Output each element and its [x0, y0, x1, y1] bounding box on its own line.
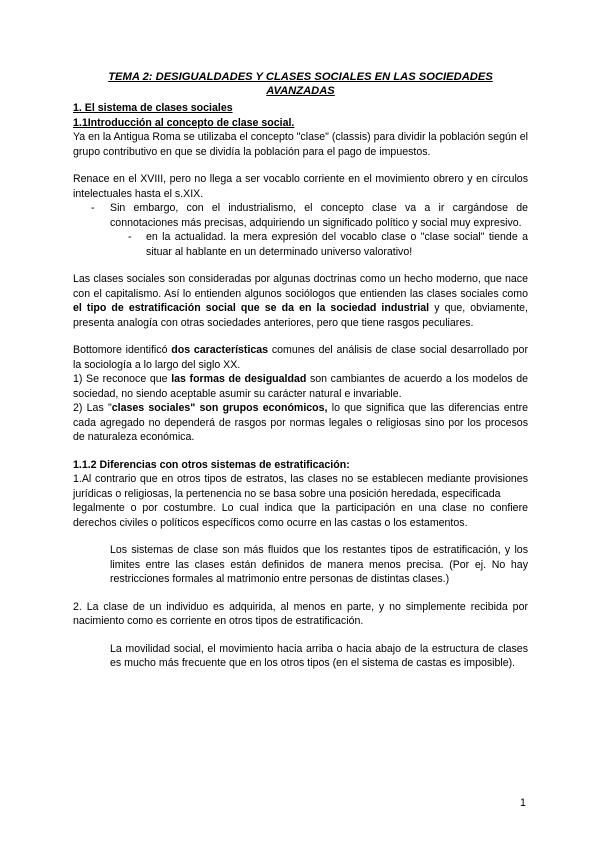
bullet-text: Sin embargo, con el industrialismo, el concepto clase va a ir cargándose de connotaciones más precisas, adquiriendo un significado político y social muy expresivo.	[110, 202, 528, 229]
nested-bullet-item	[73, 230, 528, 259]
paragraph-point-1	[73, 372, 528, 401]
paragraph-renace: Renace en el XVIII, pero no llega a ser vocablo corriente en el movimiento obrero y en círculos intelectuales hasta el s.XIX.	[73, 173, 528, 200]
bullet-text: en la actualidad. la mera expresión del vocablo clase o "clase social" tiende a situar al hablante en un determinado universo valorativo!	[146, 231, 528, 258]
paragraph-bottomore	[73, 343, 528, 372]
subsection-heading-differences: 1.1.2 Diferencias con otros sistemas de estratificación:	[73, 458, 350, 471]
document-page	[73, 70, 528, 671]
document-title: TEMA 2: DESIGUALDADES Y CLASES SOCIALES EN LAS SOCIEDADES AVANZADAS	[108, 71, 493, 97]
section-heading: 1. El sistema de clases sociales	[73, 102, 233, 114]
text-run: comunes del análisis de clase social desarrollado por la sociología a lo largo del siglo XX.	[73, 344, 528, 371]
indented-paragraph: La movilidad social, el movimiento hacia arriba o hacia abajo de la estructura de clases es mucho más frecuente que en los otros tipos (en el sistema de castas es imposible).	[110, 642, 528, 669]
text-run: Bottomore identificó	[73, 344, 172, 356]
paragraph-point-2	[73, 401, 528, 445]
bold-text-run: clases sociales" son grupos económicos,	[111, 402, 328, 414]
bullet-mark: -	[91, 202, 95, 214]
text-run: 2) Las "	[73, 402, 112, 414]
bold-text-run: dos características	[171, 344, 269, 356]
text-run: lo que significa que las diferencias entre cada agregado no dependerá de rasgos por normas legales o religiosas sino por los procesos de naturaleza económica.	[73, 402, 528, 443]
paragraph-capitalismo	[73, 272, 528, 330]
subsection-heading: 1.1Introducción al concepto de clase social.	[73, 116, 295, 129]
indented-paragraph: Los sistemas de clase son más fluidos que los restantes tipos de estratificación, y los limites entre las clases están definidos de manera menos precisa. (Por ej. No hay restricciones formales al matrimonio entre personas de distintas clases.)	[110, 544, 528, 585]
paragraph-roma: Ya en la Antigua Roma se utilizaba el concepto "clase" (classis) para dividir la población según el grupo contributivo en que se dividía la población para el pago de impuestos.	[73, 131, 528, 158]
bold-text-run: el tipo de estratificación social que se da en la sociedad industrial	[73, 302, 430, 314]
text-run: son cambiantes de acuerdo a los modelos de sociedad, no siendo aceptable asumir su carácter natural e invariable.	[73, 373, 528, 400]
text-run: Las clases sociales son consideradas por algunas doctrinas como un hecho moderno, que nace con el capitalismo. Así lo entienden algunos sociólogos que entienden las clases sociales como	[73, 273, 528, 300]
paragraph-difference-2: 2. La clase de un individuo es adquirida, al menos en parte, y no simplemente recibida por nacimiento como es corriente en otros tipos de estratificación.	[73, 600, 528, 627]
text-run: 1) Se reconoce que	[73, 373, 172, 385]
paragraph-difference-1-cont: legalmente o por costumbre. Lo cual indica que la participación en una clase no confiere derechos civiles o políticos específicos como ocurre en las castas o los estamentos.	[73, 502, 528, 529]
bold-text-run: las formas de desigualdad	[171, 373, 307, 385]
bullet-item	[73, 201, 528, 230]
text-run: y que, obviamente, presenta analogía con otras sociedades anteriores, pero que tiene rasgos peculiares.	[73, 302, 528, 329]
bullet-mark: -	[128, 231, 132, 243]
page-number: 1	[520, 797, 526, 809]
paragraph-difference-1: 1.Al contrario que en otros tipos de estratos, las clases no se establecen mediante provisiones jurídicas o religiosas, la pertenencia no se basa sobre una posición heredada, especificada	[73, 473, 528, 500]
